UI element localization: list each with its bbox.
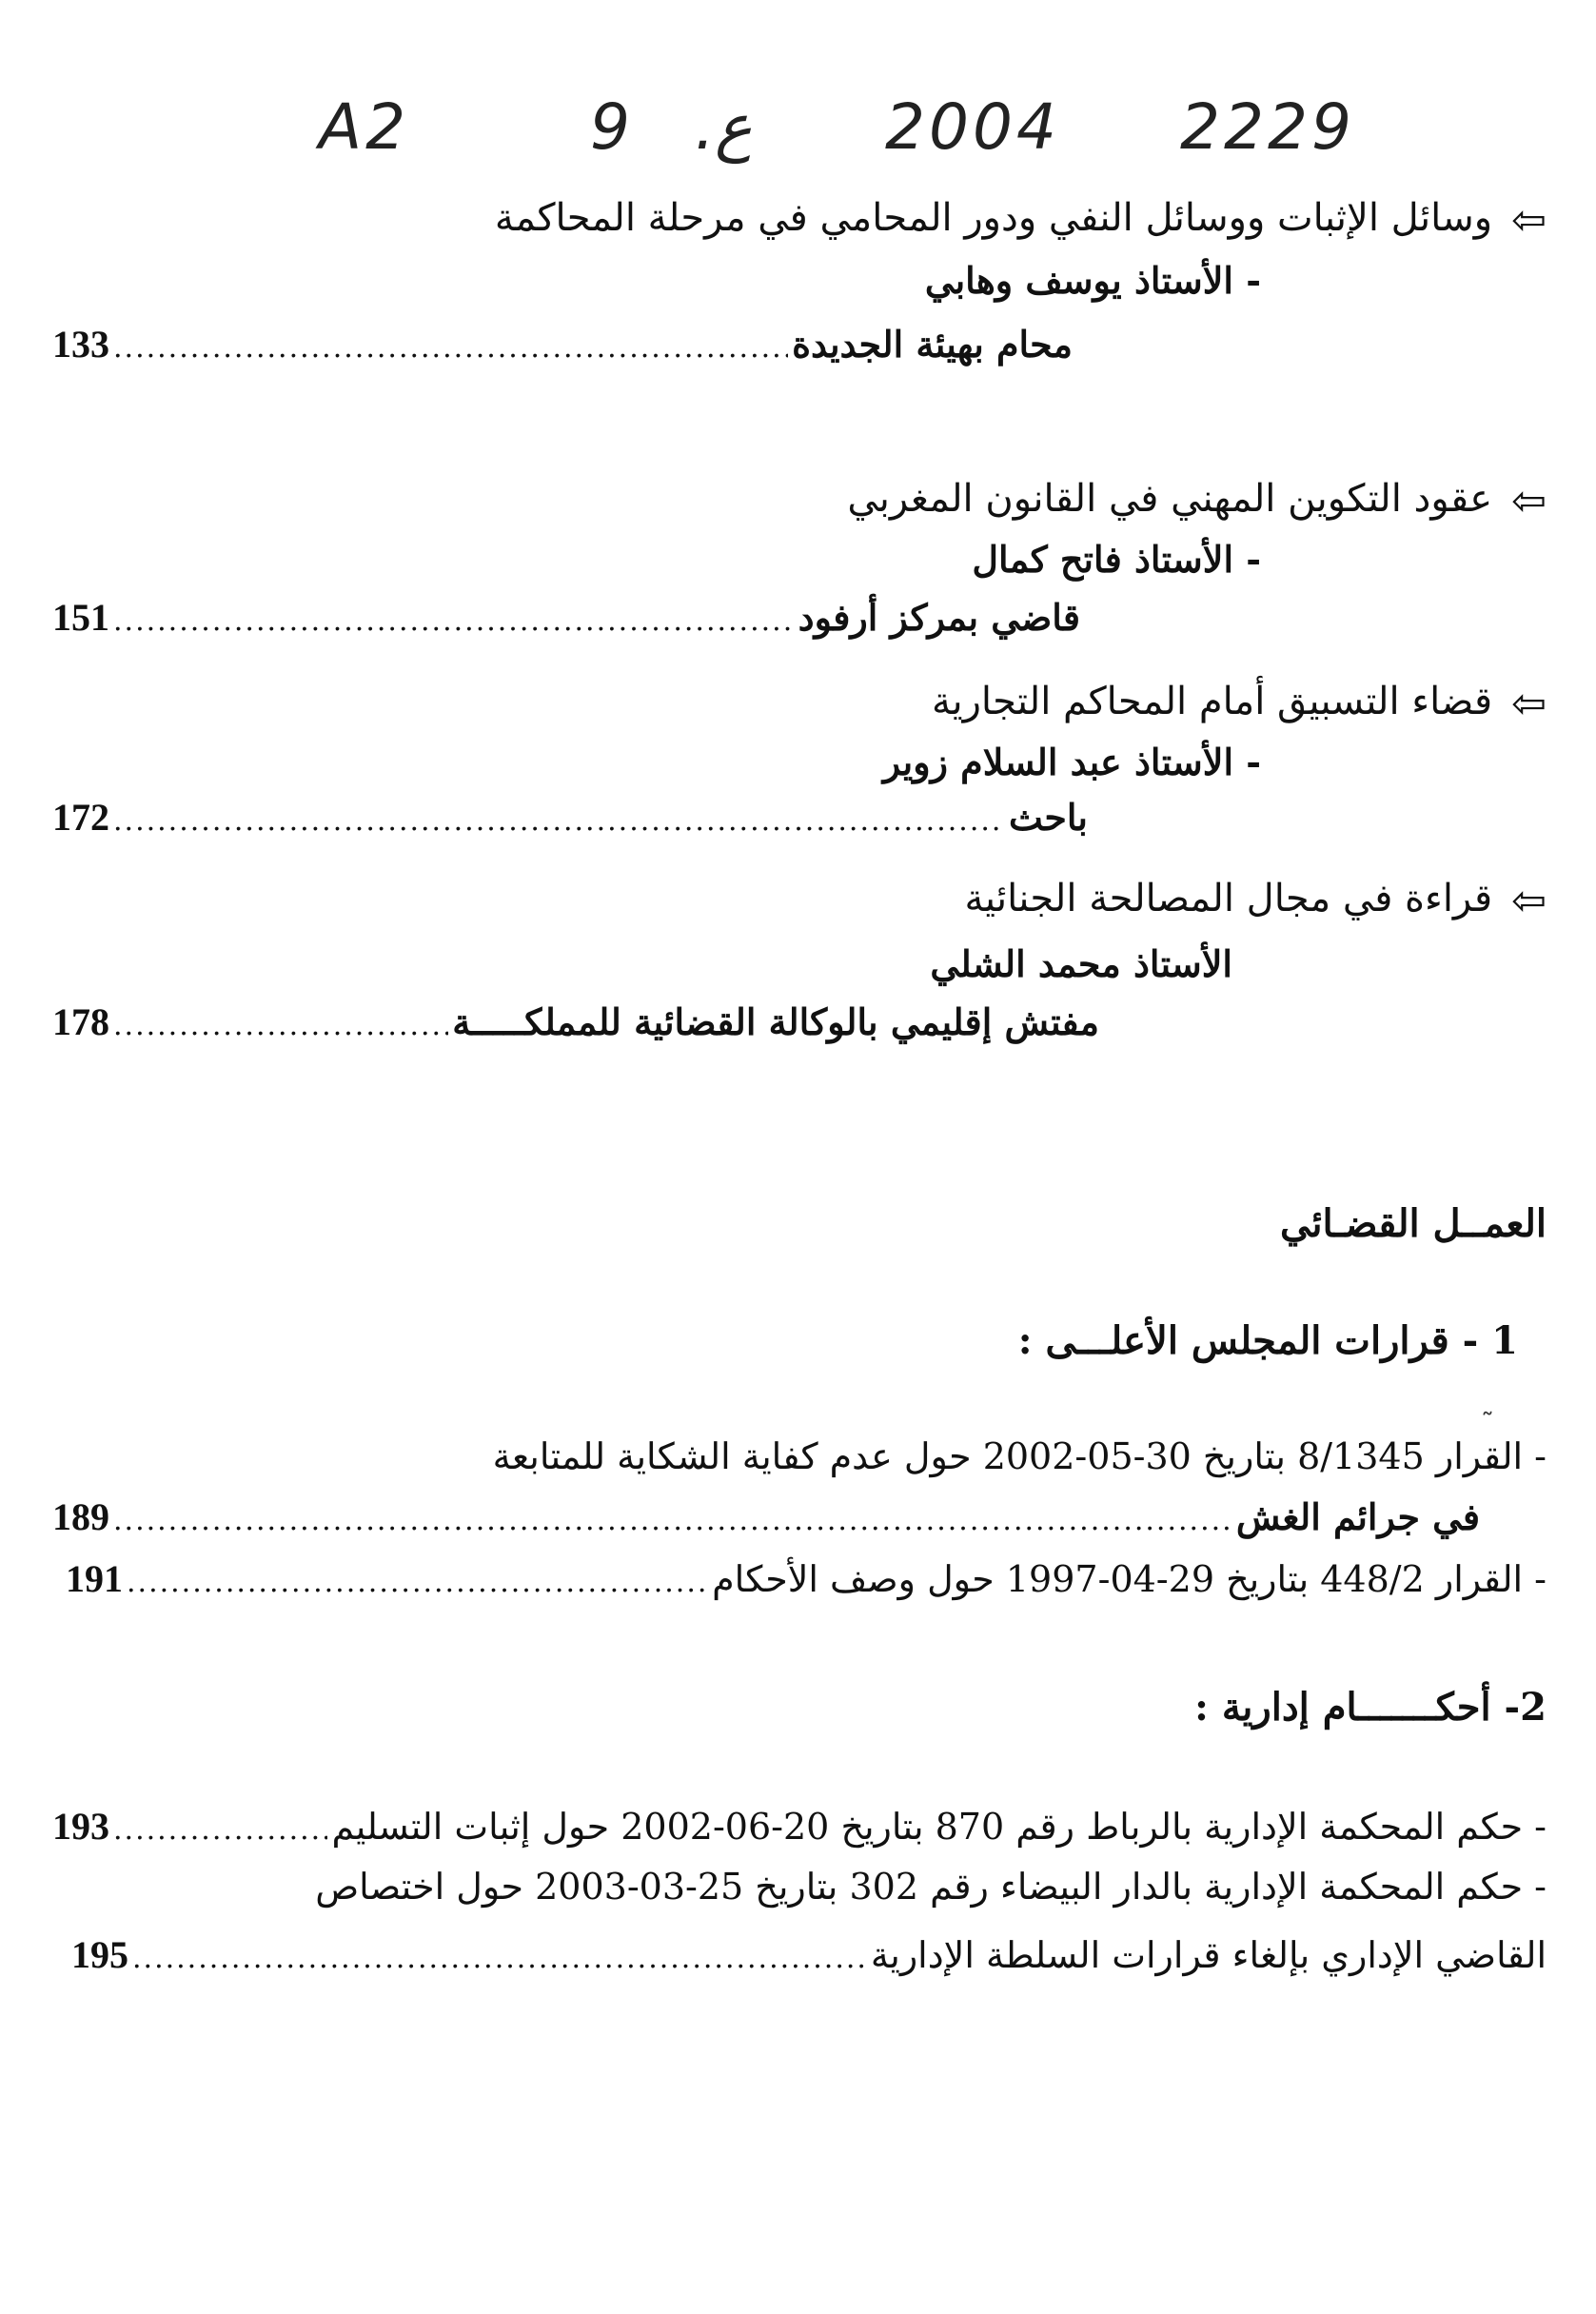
- entry-4-title-line: [52, 876, 1547, 926]
- entry-1-affiliation: محام بهيئة الجديدة: [792, 323, 1073, 366]
- entry-4-toc-row: [52, 999, 1099, 1044]
- handwritten-code: A2: [319, 90, 410, 164]
- sub2-item-1-line1: - حكم المحكمة الإدارية بالرباط رقم 870 بتاريخ 20-06-2002 حول إثبات التسليم: [331, 1806, 1547, 1848]
- handwritten-year: 2004: [885, 90, 1060, 164]
- entry-2-author: - الأستاذ فاتح كمال: [972, 538, 1261, 581]
- entry-4-page: 178: [52, 1000, 109, 1043]
- sub2-title: 2- أحكـــــــام إدارية :: [1194, 1685, 1547, 1730]
- entry-3-title: قضاء التسبيق أمام المحاكم التجارية: [932, 680, 1493, 723]
- handwritten-number: 2229: [1180, 90, 1355, 164]
- entry-3-toc-row: [52, 795, 1088, 840]
- sub2-item-1-toc-row: [52, 1804, 1547, 1849]
- entry-3-page: 172: [52, 796, 109, 839]
- dot-leader: [113, 804, 1005, 838]
- scan-mark: ˜: [1481, 1407, 1494, 1438]
- entry-2-affiliation: قاضي بمركز أرفود: [798, 596, 1080, 639]
- dot-leader: [113, 331, 788, 365]
- handwritten-header: [305, 90, 1428, 176]
- entry-2-toc-row: [52, 595, 1080, 640]
- sub2-item-2-toc-row: [52, 1932, 1547, 1977]
- entry-1-page: 133: [52, 323, 109, 366]
- entry-3-author: - الأستاذ عبد السلام زوير: [882, 741, 1261, 783]
- sub1-item-1-toc-row: [52, 1494, 1518, 1539]
- sub1-item-2-toc-row: [52, 1556, 1547, 1601]
- dot-leader: [113, 1009, 448, 1042]
- entry-2-page: 151: [52, 596, 109, 639]
- entry-4-title: قراءة في مجال المصالحة الجنائية: [964, 877, 1493, 920]
- entry-1-title-line: [52, 195, 1547, 246]
- entry-4-affiliation: مفتش إقليمي بالوكالة القضائية للمملكـــــة: [452, 1000, 1099, 1043]
- arrow-left-icon: ⇦: [1511, 195, 1547, 245]
- sub2-item-2-page: 195: [71, 1933, 128, 1976]
- entry-4-author: الأستاذ محمد الشلي: [930, 942, 1232, 985]
- entry-1-toc-row: [52, 322, 1073, 366]
- dot-leader: [132, 1942, 867, 1975]
- sub1-item-1-line2: في جرائم الغش: [1235, 1495, 1480, 1538]
- entry-3-affiliation: باحث: [1009, 796, 1088, 839]
- sub1-item-1-page: 189: [52, 1495, 109, 1538]
- entry-2-title-line: [52, 476, 1547, 526]
- arrow-left-icon: ⇦: [1511, 679, 1547, 728]
- dot-leader: [113, 1504, 1232, 1537]
- handwritten-day: 9: [590, 90, 634, 164]
- sub1-item-2-page: 191: [66, 1557, 123, 1600]
- sub1-item-2-line1: - القرار 448/2 بتاريخ 29-04-1997 حول وصف الأحكام: [712, 1558, 1547, 1600]
- sub1-title: 1 - قرارات المجلس الأعلـــى :: [1017, 1318, 1518, 1363]
- entry-2-title: عقود التكوين المهني في القانون المغربي: [847, 477, 1493, 521]
- entry-3-title-line: [52, 679, 1547, 729]
- dot-leader: [113, 1813, 327, 1847]
- dot-leader: [127, 1566, 708, 1599]
- section-title: العمــل القضـائي: [1280, 1201, 1547, 1246]
- sub2-item-1-page: 193: [52, 1805, 109, 1848]
- sub2-item-2-line2: القاضي الإداري بإلغاء قرارات السلطة الإدارية: [870, 1934, 1547, 1976]
- handwritten-letter: .ع: [695, 90, 753, 164]
- sub2-item-2-line1: - حكم المحكمة الإدارية بالدار البيضاء رقم 302 بتاريخ 25-03-2003 حول اختصاص: [315, 1866, 1547, 1908]
- arrow-left-icon: ⇦: [1511, 876, 1547, 925]
- entry-1-title: وسائل الإثبات ووسائل النفي ودور المحامي في مرحلة المحاكمة: [494, 196, 1493, 240]
- dot-leader: [113, 604, 795, 638]
- arrow-left-icon: ⇦: [1511, 476, 1547, 525]
- entry-1-author: - الأستاذ يوسف وهابي: [924, 259, 1261, 302]
- sub1-item-1-line1: - القرار 8/1345 بتاريخ 30-05-2002 حول عدم كفاية الشكاية للمتابعة: [492, 1435, 1547, 1477]
